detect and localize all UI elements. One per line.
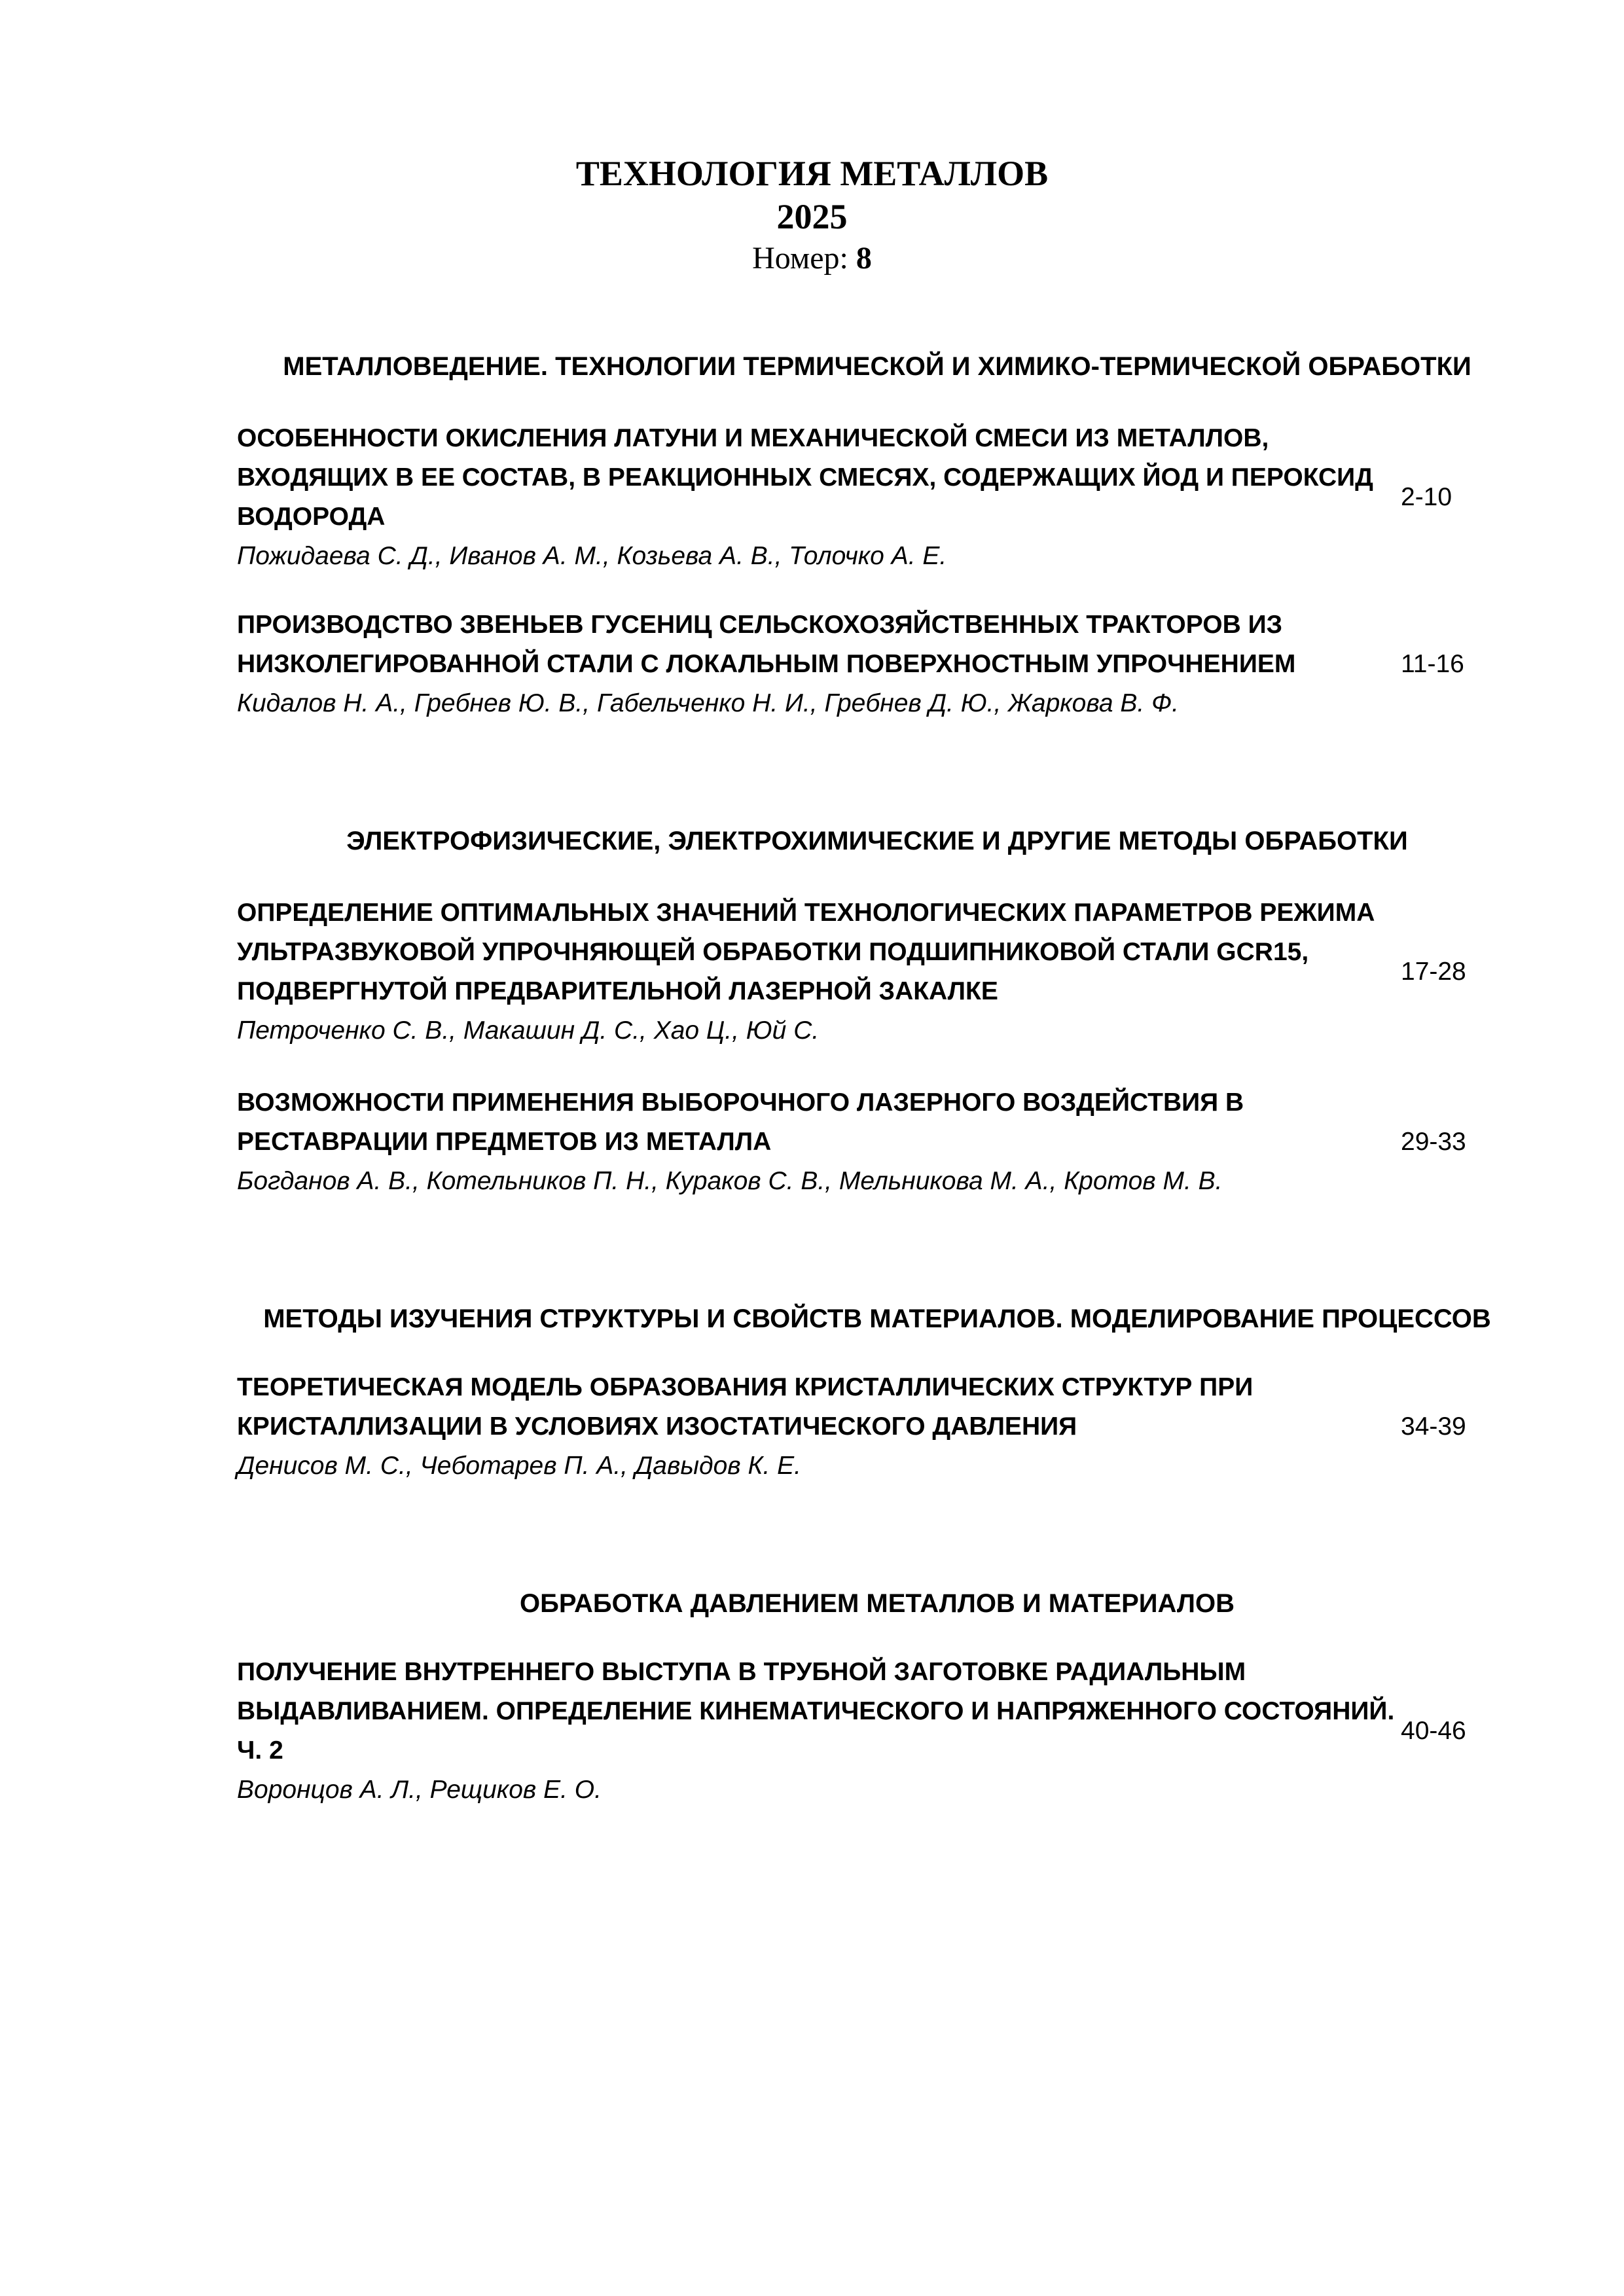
- article-list-item[interactable]: [237, 893, 1572, 1050]
- article-authors: Воронцов А. Л., Рещиков Е. О.: [237, 1776, 602, 1804]
- article-list-item[interactable]: [237, 1368, 1572, 1486]
- article-list-item[interactable]: [237, 605, 1572, 723]
- article-authors: Пожидаева С. Д., Иванов А. М., Козьева А. В., Толочко А. Е.: [237, 542, 947, 570]
- section-title-metody-izucheniya: МЕТОДЫ ИЗУЧЕНИЯ СТРУКТУРЫ И СВОЙСТВ МАТЕРИАЛОВ. МОДЕЛИРОВАНИЕ ПРОЦЕССОВ: [263, 1304, 1491, 1333]
- article-list-item[interactable]: [237, 1083, 1572, 1201]
- article-authors: Денисов М. С., Чеботарев П. А., Давыдов К. Е.: [237, 1452, 801, 1480]
- article-list-item[interactable]: [237, 1653, 1572, 1810]
- article-authors: Петроченко С. В., Макашин Д. С., Хао Ц., Юй С.: [237, 1016, 820, 1045]
- article-title[interactable]: ОСОБЕННОСТИ ОКИСЛЕНИЯ ЛАТУНИ И МЕХАНИЧЕСКОЙ СМЕСИ ИЗ МЕТАЛЛОВ, ВХОДЯЩИХ В ЕЕ СОСТАВ, В РЕАКЦИОННЫХ СМЕСЯХ, СОДЕРЖАЩИХ ЙОД И ПЕРОКСИД ВОДОРОДА: [237, 424, 1373, 531]
- article-pages: 40-46: [1401, 1717, 1466, 1745]
- article-title[interactable]: ТЕОРЕТИЧЕСКАЯ МОДЕЛЬ ОБРАЗОВАНИЯ КРИСТАЛЛИЧЕСКИХ СТРУКТУР ПРИ КРИСТАЛЛИЗАЦИИ В УСЛОВИЯХ ИЗОСТАТИЧЕСКОГО ДАВЛЕНИЯ: [237, 1373, 1254, 1441]
- issue-line: [0, 238, 1624, 279]
- journal-title: ТЕХНОЛОГИЯ МЕТАЛЛОВ: [575, 154, 1049, 193]
- article-title[interactable]: ОПРЕДЕЛЕНИЕ ОПТИМАЛЬНЫХ ЗНАЧЕНИЙ ТЕХНОЛОГИЧЕСКИХ ПАРАМЕТРОВ РЕЖИМА УЛЬТРАЗВУКОВОЙ УПРОЧНЯЮЩЕЙ ОБРАБОТКИ ПОДШИПНИКОВОЙ СТАЛИ GCR15, ПОДВЕРГНУТОЙ ПРЕДВАРИТЕЛЬНОЙ ЛАЗЕРНОЙ ЗАКАЛКЕ: [237, 899, 1375, 1005]
- article-pages: 17-28: [1401, 958, 1466, 986]
- article-authors: Кидалов Н. А., Гребнев Ю. В., Габельченко Н. И., Гребнев Д. Ю., Жаркова В. Ф.: [237, 689, 1179, 717]
- journal-header: [0, 152, 1624, 279]
- article-title[interactable]: ПРОИЗВОДСТВО ЗВЕНЬЕВ ГУСЕНИЦ СЕЛЬСКОХОЗЯЙСТВЕННЫХ ТРАКТОРОВ ИЗ НИЗКОЛЕГИРОВАННОЙ СТАЛИ С ЛОКАЛЬНЫМ ПОВЕРХНОСТНЫМ УПРОЧНЕНИЕМ: [237, 611, 1296, 678]
- article-list-item[interactable]: [237, 419, 1572, 576]
- section-title-metallovedenie: МЕТАЛЛОВЕДЕНИЕ. ТЕХНОЛОГИИ ТЕРМИЧЕСКОЙ И ХИМИКО-ТЕРМИЧЕСКОЙ ОБРАБОТКИ: [283, 352, 1471, 381]
- journal-year: 2025: [776, 197, 848, 236]
- article-pages: 2-10: [1401, 483, 1453, 511]
- section-title-elektrofizicheskie: ЭЛЕКТРОФИЗИЧЕСКИЕ, ЭЛЕКТРОХИМИЧЕСКИЕ И ДРУГИЕ МЕТОДЫ ОБРАБОТКИ: [346, 827, 1408, 855]
- issue-label: Номер:: [752, 241, 848, 276]
- article-pages: 29-33: [1401, 1128, 1466, 1156]
- article-title[interactable]: ВОЗМОЖНОСТИ ПРИМЕНЕНИЯ ВЫБОРОЧНОГО ЛАЗЕРНОГО ВОЗДЕЙСТВИЯ В РЕСТАВРАЦИИ ПРЕДМЕТОВ ИЗ МЕТАЛЛА: [237, 1088, 1244, 1156]
- article-pages: 34-39: [1401, 1412, 1466, 1441]
- article-pages: 11-16: [1401, 650, 1464, 678]
- section-title-obrabotka-davleniem: ОБРАБОТКА ДАВЛЕНИЕМ МЕТАЛЛОВ И МАТЕРИАЛОВ: [520, 1589, 1235, 1618]
- issue-number: 8: [856, 241, 872, 276]
- article-title[interactable]: ПОЛУЧЕНИЕ ВНУТРЕННЕГО ВЫСТУПА В ТРУБНОЙ ЗАГОТОВКЕ РАДИАЛЬНЫМ ВЫДАВЛИВАНИЕМ. ОПРЕДЕЛЕНИЕ КИНЕМАТИЧЕСКОГО И НАПРЯЖЕННОГО СОСТОЯНИЙ. Ч. 2: [237, 1658, 1395, 1765]
- article-authors: Богданов А. В., Котельников П. Н., Кураков С. В., Мельникова М. А., Кротов М. В.: [237, 1167, 1223, 1195]
